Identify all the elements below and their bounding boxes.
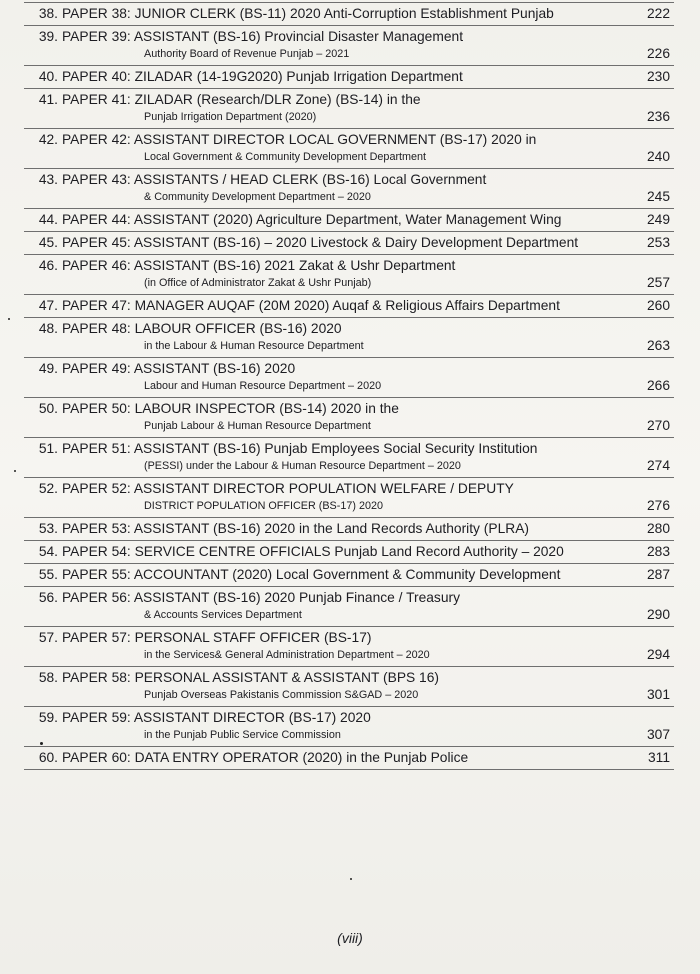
toc-entry-page: 236 [646,109,670,124]
toc-entry [24,478,674,518]
toc-entry [24,232,674,255]
toc-entry-title: PAPER 58: PERSONAL ASSISTANT & ASSISTANT (BPS 16) [62,670,439,685]
toc-entry-number: 41. [38,92,58,107]
toc-entry-page: 240 [646,149,670,164]
toc-entry-page: 253 [646,235,670,250]
toc-entry [24,255,674,295]
toc-entry-text [62,439,628,475]
toc-entry-number: 56. [38,590,58,605]
toc-entry-page: 245 [646,189,670,204]
toc-entry [24,518,674,541]
toc-entry-subtitle: (in Office of Administrator Zakat & Ushr Punjab) [144,277,372,289]
toc-entry-title: PAPER 44: ASSISTANT (2020) Agriculture Department, Water Management Wing [62,212,562,227]
toc-entry-number: 54. [38,544,58,559]
toc-entry-title: PAPER 57: PERSONAL STAFF OFFICER (BS-17) [62,630,372,645]
toc-entry-number: 55. [38,567,58,582]
toc-entry-number: 53. [38,521,58,536]
toc-entry-number: 38. [38,6,58,21]
toc-entry-page: 263 [646,338,670,353]
toc-entry [24,747,674,770]
toc-entry-text [62,319,628,355]
toc-entry-text [62,479,628,515]
toc-entry-text [62,519,628,538]
toc-entry-title: PAPER 59: ASSISTANT DIRECTOR (BS-17) 2020 [62,710,371,725]
toc-entry-subtitle: & Community Development Department – 2020 [144,191,371,203]
toc-entry-title: PAPER 52: ASSISTANT DIRECTOR POPULATION WELFARE / DEPUTY [62,481,514,496]
toc-entry-text [62,359,628,395]
toc-entry-number: 45. [38,235,58,250]
toc-entry [24,26,674,66]
toc-entry-text [62,668,628,704]
toc-entry [24,564,674,587]
toc-entry-page: 290 [646,607,670,622]
toc-entry-title: PAPER 47: MANAGER AUQAF (20M 2020) Auqaf & Religious Affairs Department [62,298,560,313]
toc-entry-subtitle: (PESSI) under the Labour & Human Resource Department – 2020 [144,460,461,472]
toc-entry [24,3,674,26]
toc-entry-title: PAPER 55: ACCOUNTANT (2020) Local Government & Community Development [62,567,561,582]
toc-entry-text [62,170,628,206]
toc-entry-number: 59. [38,710,58,725]
toc-entry-title: PAPER 38: JUNIOR CLERK (BS-11) 2020 Anti-Corruption Establishment Punjab [62,6,554,21]
toc-entry-text [62,399,628,435]
toc-entry-text [62,628,628,664]
toc-entry-title: PAPER 41: ZILADAR (Research/DLR Zone) (BS-14) in the [62,92,421,107]
toc-entry [24,318,674,358]
toc-entry-page: 276 [646,498,670,513]
toc-entry-subtitle: Punjab Labour & Human Resource Department [144,420,371,432]
toc-entry-page: 222 [646,6,670,21]
toc-entry-text [62,565,628,584]
toc-entry [24,541,674,564]
toc-entry [24,438,674,478]
toc-entry-subtitle: in the Punjab Public Service Commission [144,729,341,741]
toc-entry-page: 270 [646,418,670,433]
toc-entry-number: 47. [38,298,58,313]
toc-entry-title: PAPER 56: ASSISTANT (BS-16) 2020 Punjab Finance / Treasury [62,590,461,605]
toc-entry-number: 57. [38,630,58,645]
toc-entry [24,398,674,438]
toc-entry-text [62,708,628,744]
toc-entry-subtitle: Authority Board of Revenue Punjab – 2021 [144,48,350,60]
toc-entry-number: 50. [38,401,58,416]
toc-entry-number: 42. [38,132,58,147]
toc-entry-text [62,67,628,86]
toc-entry [24,66,674,89]
page-number-footer: (viii) [337,930,363,946]
toc-entry-number: 58. [38,670,58,685]
toc-entry-subtitle: Punjab Irrigation Department (2020) [144,111,317,123]
toc-entry-title: PAPER 50: LABOUR INSPECTOR (BS-14) 2020 in the [62,401,399,416]
toc-entry-text [62,27,628,63]
toc-entry [24,295,674,318]
toc-entry [24,89,674,129]
toc-entry-text [62,210,628,229]
toc-entry-title: PAPER 40: ZILADAR (14-19G2020) Punjab Irrigation Department [62,69,463,84]
scan-speck [40,742,43,745]
toc-entry-page: 230 [646,69,670,84]
toc-entry-number: 60. [38,750,58,765]
toc-entry-page: 301 [646,687,670,702]
toc-entry-subtitle: & Accounts Services Department [144,609,302,621]
toc-entry-number: 52. [38,481,58,496]
toc-entry-number: 49. [38,361,58,376]
toc-entry-page: 311 [648,750,670,765]
toc-entry-number: 39. [38,29,58,44]
toc-entry-title: PAPER 49: ASSISTANT (BS-16) 2020 [62,361,296,376]
toc-entry-title: PAPER 45: ASSISTANT (BS-16) – 2020 Livestock & Dairy Development Department [62,235,579,250]
toc-entry-subtitle: in the Labour & Human Resource Department [144,340,364,352]
toc-entry-number: 46. [38,258,58,273]
toc-entry-page: 287 [646,567,670,582]
toc-entry-text [62,130,628,166]
toc-entry [24,358,674,398]
toc-entry [24,209,674,232]
toc-entry-title: PAPER 46: ASSISTANT (BS-16) 2021 Zakat & Ushr Department [62,258,456,273]
toc-entry-number: 51. [38,441,58,456]
toc-entry-title: PAPER 43: ASSISTANTS / HEAD CLERK (BS-16) Local Government [62,172,487,187]
toc-entry-subtitle: DISTRICT POPULATION OFFICER (BS-17) 2020 [144,500,383,512]
toc-entry-number: 40. [38,69,58,84]
toc-entry-text [62,588,628,624]
toc-entry-text [62,748,628,767]
toc-entry-text [62,296,628,315]
toc-entry [24,129,674,169]
toc-entry-page: 283 [646,544,670,559]
toc-entry-text [62,4,628,23]
toc-entry-page: 274 [646,458,670,473]
scan-speck [14,470,16,472]
toc-entry-title: PAPER 53: ASSISTANT (BS-16) 2020 in the Land Records Authority (PLRA) [62,521,530,536]
scan-speck [8,318,10,320]
toc-entry-number: 43. [38,172,58,187]
toc-entry [24,587,674,627]
toc-entry-subtitle: Local Government & Community Development Department [144,151,427,163]
toc-entry-page: 249 [646,212,670,227]
toc-entry-page: 294 [646,647,670,662]
toc-entry-text [62,233,628,252]
toc-entry-page: 266 [646,378,670,393]
toc-entry-page: 260 [646,298,670,313]
toc-entry-subtitle: Punjab Overseas Pakistanis Commission S&GAD – 2020 [144,689,419,701]
toc-entry-number: 44. [38,212,58,227]
toc-entry-title: PAPER 48: LABOUR OFFICER (BS-16) 2020 [62,321,342,336]
toc-entry-subtitle: Labour and Human Resource Department – 2020 [144,380,382,392]
table-of-contents [24,2,674,770]
toc-entry-number: 48. [38,321,58,336]
toc-entry [24,169,674,209]
toc-entry [24,627,674,667]
scan-speck [350,878,352,880]
toc-entry-page: 226 [646,46,670,61]
toc-entry [24,707,674,747]
toc-entry-text [62,542,628,561]
toc-entry-page: 280 [646,521,670,536]
toc-entry-text [62,90,628,126]
toc-entry [24,667,674,707]
toc-entry-subtitle: in the Services& General Administration Department – 2020 [144,649,430,661]
toc-entry-page: 307 [646,727,670,742]
toc-entry-title: PAPER 54: SERVICE CENTRE OFFICIALS Punjab Land Record Authority – 2020 [62,544,564,559]
toc-entry-title: PAPER 60: DATA ENTRY OPERATOR (2020) in the Punjab Police [62,750,469,765]
toc-entry-title: PAPER 39: ASSISTANT (BS-16) Provincial Disaster Management [62,29,464,44]
toc-entry-title: PAPER 51: ASSISTANT (BS-16) Punjab Employees Social Security Institution [62,441,538,456]
toc-entry-text [62,256,628,292]
toc-entry-page: 257 [646,275,670,290]
toc-entry-title: PAPER 42: ASSISTANT DIRECTOR LOCAL GOVERNMENT (BS-17) 2020 in [62,132,537,147]
